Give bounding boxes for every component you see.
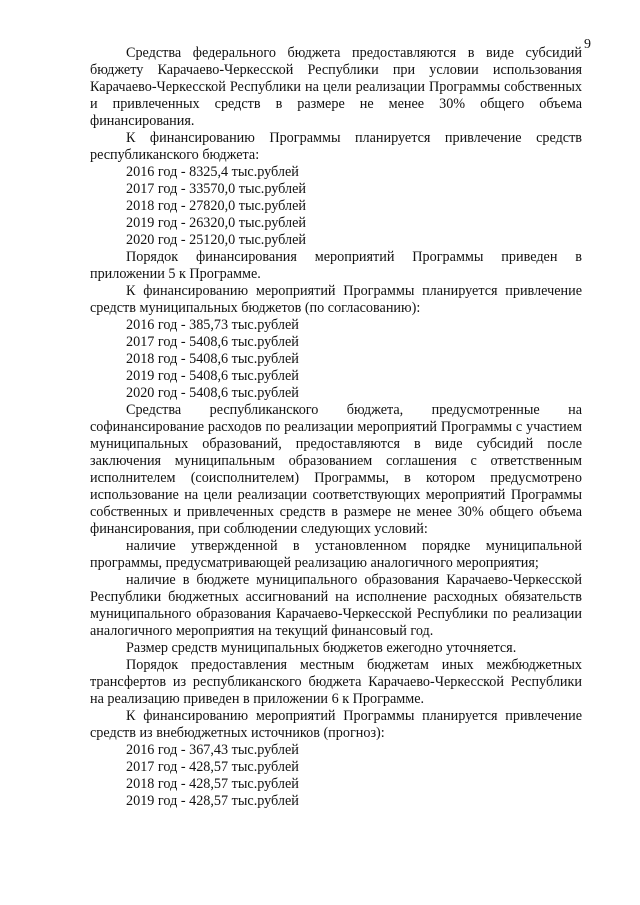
list-item: 2016 год - 367,43 тыс.рублей xyxy=(126,742,299,758)
paragraph-municipal-refined: Размер средств муниципальных бюджетов ежегодно уточняется. xyxy=(126,640,517,656)
list-item: 2017 год - 5408,6 тыс.рублей xyxy=(126,334,299,350)
paragraph-condition-program: наличие утвержденной в установленном порядке муниципальной программы, предусматривающей реализацию аналогичного мероприятия; xyxy=(90,538,582,571)
paragraph-financing-order: Порядок финансирования мероприятий Программы приведен в приложении 5 к Программе. xyxy=(90,249,582,282)
paragraph-republican-budget: К финансированию Программы планируется привлечение средств республиканского бюджета: xyxy=(90,130,582,163)
paragraph-condition-budget: наличие в бюджете муниципального образования Карачаево-Черкесской Республики бюджетных ассигнований на исполнение расходных обязательств муниципального образования Карачаево-Черкесской Республики по реализации аналогичного мероприятия на текущий финансовый год. xyxy=(90,572,582,639)
body-text xyxy=(90,45,582,810)
paragraph-transfers: Порядок предоставления местным бюджетам иных межбюджетных трансфертов из республиканского бюджета Карачаево-Черкесской Республики на реализацию приведен в приложении 6 к Программе. xyxy=(90,657,582,707)
paragraph-cofinancing: Средства республиканского бюджета, предусмотренные на софинансирование расходов по реализации мероприятий Программы с участием муниципальных образований, предоставляются в виде субсидий после заключения муниципальным образованием соглашения с ответственным исполнителем (соисполнителем) Программы, в котором предусмотрено использование на цели реализации соответствующих мероприятий Программы собственных и привлеченных средств в размере не менее 30% общего объема финансирования, при соблюдении следующих условий: xyxy=(90,402,582,537)
list-item: 2016 год - 8325,4 тыс.рублей xyxy=(126,164,299,180)
list-item: 2017 год - 428,57 тыс.рублей xyxy=(126,759,299,775)
list-item: 2016 год - 385,73 тыс.рублей xyxy=(126,317,299,333)
list-item: 2020 год - 5408,6 тыс.рублей xyxy=(126,385,299,401)
page-number: 9 xyxy=(584,37,591,52)
paragraph-extrabudgetary: К финансированию мероприятий Программы планируется привлечение средств из внебюджетных источников (прогноз): xyxy=(90,708,582,741)
list-item: 2019 год - 26320,0 тыс.рублей xyxy=(126,215,306,231)
list-item: 2017 год - 33570,0 тыс.рублей xyxy=(126,181,306,197)
list-item: 2019 год - 5408,6 тыс.рублей xyxy=(126,368,299,384)
list-item: 2018 год - 27820,0 тыс.рублей xyxy=(126,198,306,214)
list-item: 2018 год - 428,57 тыс.рублей xyxy=(126,776,299,792)
list-item: 2019 год - 428,57 тыс.рублей xyxy=(126,793,299,809)
paragraph-municipal-budgets: К финансированию мероприятий Программы планируется привлечение средств муниципальных бюджетов (по согласованию): xyxy=(90,283,582,316)
paragraph-federal-subsidies: Средства федерального бюджета предоставляются в виде субсидий бюджету Карачаево-Черкесской Республики при условии использования Карачаево-Черкесской Республики на цели реализации Программы собственных и привлеченных средств в размере не менее 30% общего объема финансирования. xyxy=(90,45,582,129)
list-item: 2020 год - 25120,0 тыс.рублей xyxy=(126,232,306,248)
list-item: 2018 год - 5408,6 тыс.рублей xyxy=(126,351,299,367)
